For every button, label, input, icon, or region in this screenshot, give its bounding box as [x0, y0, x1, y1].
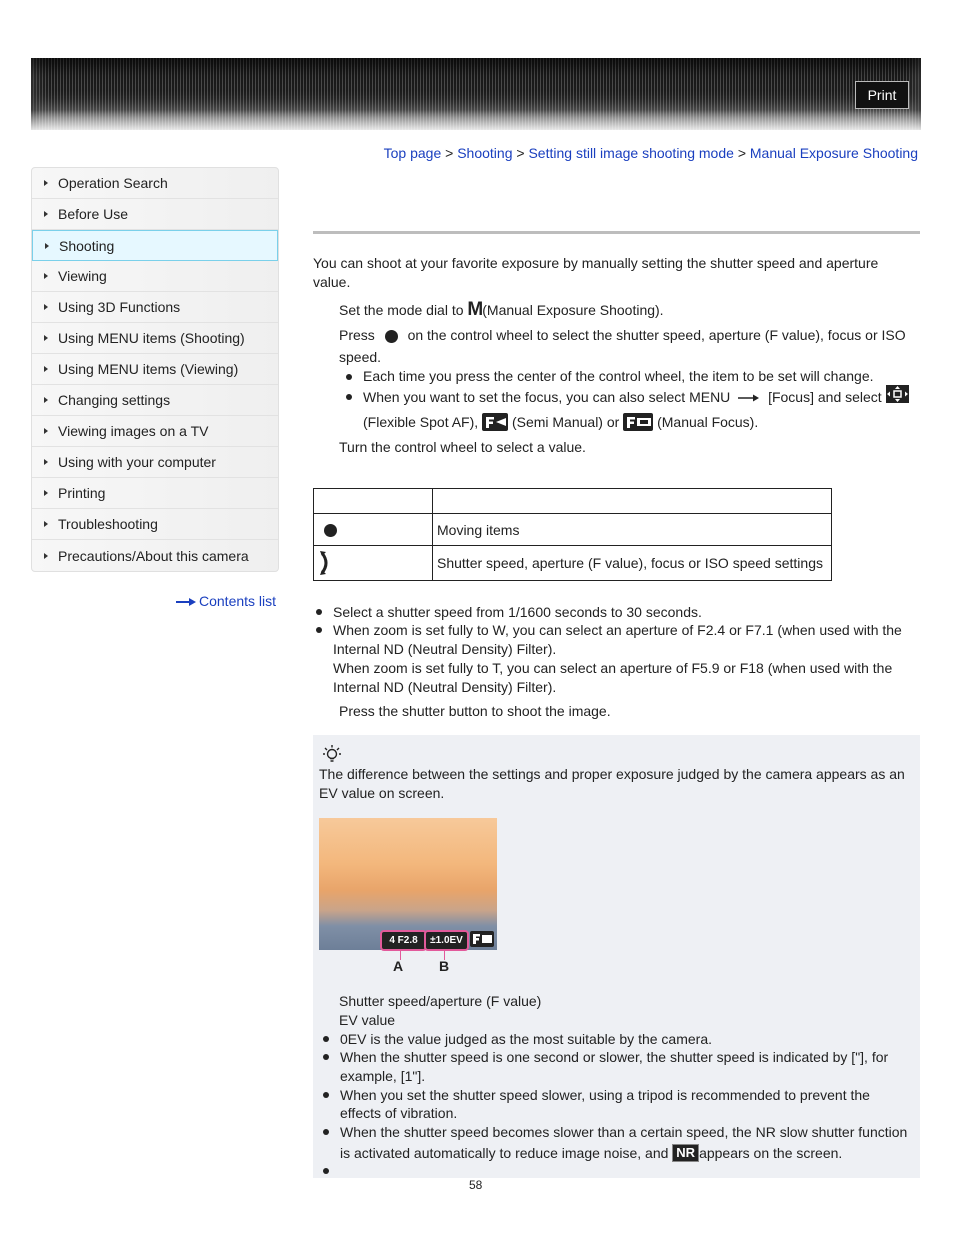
hint-bullet-2: When the shutter speed is one second or slower, the shutter speed is indicated by ["], for: [340, 1049, 889, 1065]
arrow-right-icon: [738, 394, 760, 402]
hint-bullet-3-cont: effects of vibration.: [340, 1105, 458, 1121]
sidebar-item-menu-shooting[interactable]: [32, 323, 278, 354]
nr-icon: NR: [672, 1144, 699, 1162]
table-cell-icon: [314, 514, 433, 546]
sidebar-item-operation-search[interactable]: [32, 168, 278, 199]
table-cell: Moving items: [433, 514, 832, 546]
intro-line-2: value.: [313, 274, 351, 290]
header-banner: [31, 58, 921, 130]
bullet-2-manual: (Manual Focus).: [657, 414, 759, 430]
breadcrumb-sep: >: [516, 145, 525, 161]
bullet-icon: [346, 394, 352, 400]
sidebar-item-label: Viewing: [58, 268, 107, 284]
arrow-right-icon: [44, 366, 48, 372]
step-2-bullet-2: [363, 388, 882, 407]
semi-manual-icon: [482, 413, 508, 431]
bullet-icon: [323, 1036, 329, 1042]
readout-shutter-aperture: 4 F2.8: [380, 930, 427, 951]
bullet-2-text: When you want to set the focus, you can also select MENU: [363, 389, 731, 405]
arrow-right-icon: [44, 304, 48, 310]
table-cell-icon: [314, 546, 433, 581]
step-1-text-end: (Manual Exposure Shooting).: [482, 302, 664, 318]
step-1-text: Set the mode dial to: [339, 302, 464, 318]
sidebar-item-computer[interactable]: [32, 447, 278, 478]
table-cell: Shutter speed, aperture (F value), focus or ISO speed settings: [433, 546, 832, 581]
callout-letter-a: A: [393, 958, 404, 974]
screen-image-bottom: [319, 950, 497, 978]
note-2-cont: Internal ND (Neutral Density) Filter).: [333, 641, 557, 657]
lightbulb-hint-icon: [322, 744, 342, 764]
note-1: Select a shutter speed from 1/1600 seconds to 30 seconds.: [333, 604, 702, 620]
sidebar-item-viewing[interactable]: [32, 261, 278, 292]
sidebar-item-label: Using with your computer: [58, 454, 216, 470]
sidebar-item-label: Changing settings: [58, 392, 171, 408]
step-2-bullet-2-line-2: [363, 413, 758, 432]
sidebar-item-printing[interactable]: [32, 478, 278, 509]
sidebar-item-changing-settings[interactable]: [32, 385, 278, 416]
sidebar-item-label: Using MENU items (Viewing): [58, 361, 239, 377]
sidebar-item-label: Using 3D Functions: [58, 299, 181, 315]
note-2: When zoom is set fully to W, you can select an aperture of F2.4 or F7.1 (when used with the: [333, 622, 902, 638]
sidebar-item-label: Viewing images on a TV: [58, 423, 209, 439]
arrow-right-icon: [44, 335, 48, 341]
sidebar-item-before-use[interactable]: [32, 199, 278, 230]
step-4: Press the shutter button to shoot the image.: [339, 703, 611, 719]
hint-text-2: EV value on screen.: [319, 785, 445, 801]
breadcrumb-sep: >: [737, 145, 746, 161]
step-2-text-end: on the control wheel to select the shutter speed, aperture (F value), focus or ISO: [407, 327, 906, 343]
contents-list-link[interactable]: [176, 593, 276, 609]
manual-focus-icon: [623, 413, 653, 431]
arrow-right-icon: [44, 459, 48, 465]
bullet-icon: [323, 1168, 329, 1174]
hint-text-1: The difference between the settings and proper exposure judged by the camera appears as an: [319, 766, 905, 782]
bullet-icon: [323, 1092, 329, 1098]
hint-bullet-1: 0EV is the value judged as the most suitable by the camera.: [340, 1031, 712, 1047]
intro-line-1: You can shoot at your favorite exposure by manually setting the shutter speed and aperture: [313, 255, 879, 271]
arrow-right-icon: [45, 243, 49, 249]
breadcrumb-shooting[interactable]: Shooting: [457, 145, 513, 161]
table-header-cell: [314, 489, 433, 514]
sidebar-item-label: Operation Search: [58, 175, 168, 191]
arrow-right-icon: [44, 553, 48, 559]
hint-bullet-3: When you set the shutter speed slower, using a tripod is recommended to prevent the: [340, 1087, 870, 1103]
bullet-2-text-mid: [Focus] and select: [768, 389, 882, 405]
step-2-line-2: speed.: [339, 349, 382, 365]
title-rule: [313, 231, 920, 234]
control-wheel-center-icon: [324, 524, 337, 537]
sidebar-item-label: Using MENU items (Shooting): [58, 330, 245, 346]
hint-bullet-4-end: appears on the screen.: [699, 1145, 843, 1161]
bullet-icon: [316, 627, 322, 633]
sidebar-item-label: Printing: [58, 485, 106, 501]
bullet-icon: [323, 1129, 329, 1135]
arrow-right-icon: [44, 273, 48, 279]
arrow-right-icon: [44, 180, 48, 186]
flexible-spot-af-icon: [886, 385, 909, 403]
sidebar-item-tv[interactable]: [32, 416, 278, 447]
hint-bullet-2-cont: example, [1"].: [340, 1068, 426, 1084]
sidebar-item-troubleshooting[interactable]: [32, 509, 278, 540]
sidebar-item-3d-functions[interactable]: [32, 292, 278, 323]
readout-ev-value: ±1.0EV: [424, 930, 469, 951]
bullet-2-semi: (Semi Manual) or: [511, 414, 620, 430]
callout-letter-b: B: [439, 958, 450, 974]
sidebar-nav: [31, 167, 279, 572]
sidebar-item-label: Before Use: [58, 206, 129, 222]
mode-m-icon: M: [467, 299, 483, 320]
contents-list-label: Contents list: [199, 593, 277, 609]
arrow-right-icon: [44, 490, 48, 496]
print-button[interactable]: Print: [855, 81, 909, 109]
sidebar-item-label: Precautions/About this camera: [58, 547, 249, 564]
step-2-text: Press: [339, 327, 375, 343]
note-3-cont: Internal ND (Neutral Density) Filter).: [333, 679, 557, 695]
breadcrumb-still-mode[interactable]: Setting still image shooting mode: [528, 145, 734, 161]
arrow-right-icon: [176, 598, 196, 606]
step-2-bullet-1: Each time you press the center of the control wheel, the item to be set will change.: [363, 368, 874, 384]
hint-bullet-4-cont: [340, 1144, 842, 1163]
table-row: [314, 514, 832, 546]
step-3: Turn the control wheel to select a value.: [339, 439, 586, 455]
breadcrumb-top-page[interactable]: Top page: [383, 145, 442, 161]
sidebar-item-shooting[interactable]: [32, 230, 278, 261]
bullet-2-flex: (Flexible Spot AF),: [363, 414, 479, 430]
manual-focus-icon: [470, 931, 494, 947]
table-row: [314, 546, 832, 581]
breadcrumb-current[interactable]: Manual Exposure Shooting: [749, 145, 918, 161]
control-wheel-turn-icon: [320, 551, 332, 575]
sidebar-item-menu-viewing[interactable]: [32, 354, 278, 385]
arrow-right-icon: [44, 211, 48, 217]
arrow-right-icon: [44, 428, 48, 434]
table-header-cell: [433, 489, 832, 514]
hint-bullet-4: When the shutter speed becomes slower than a certain speed, the NR slow shutter function: [340, 1124, 908, 1140]
bullet-icon: [323, 1054, 329, 1060]
arrow-right-icon: [44, 397, 48, 403]
note-3: When zoom is set fully to T, you can select an aperture of F5.9 or F18 (when used with the: [333, 660, 893, 676]
operation-table: [313, 488, 832, 581]
hint-bullet-4-text: is activated automatically to reduce image noise, and: [340, 1145, 669, 1161]
sidebar-item-precautions[interactable]: [32, 540, 278, 571]
breadcrumb-sep: >: [445, 145, 454, 161]
sidebar-item-label: Shooting: [59, 237, 115, 254]
legend-b: EV value: [339, 1012, 396, 1028]
arrow-right-icon: [44, 521, 48, 527]
legend-a: Shutter speed/aperture (F value): [339, 993, 542, 1009]
bullet-icon: [316, 609, 322, 615]
page-number: 58: [469, 1178, 483, 1192]
sidebar-item-label: Troubleshooting: [58, 516, 158, 532]
control-wheel-center-icon: [385, 330, 398, 343]
table-header-row: [314, 489, 832, 514]
step-1: [339, 300, 664, 320]
breadcrumb: [384, 145, 918, 161]
step-2-line-1: [339, 326, 906, 345]
bullet-icon: [346, 374, 352, 380]
